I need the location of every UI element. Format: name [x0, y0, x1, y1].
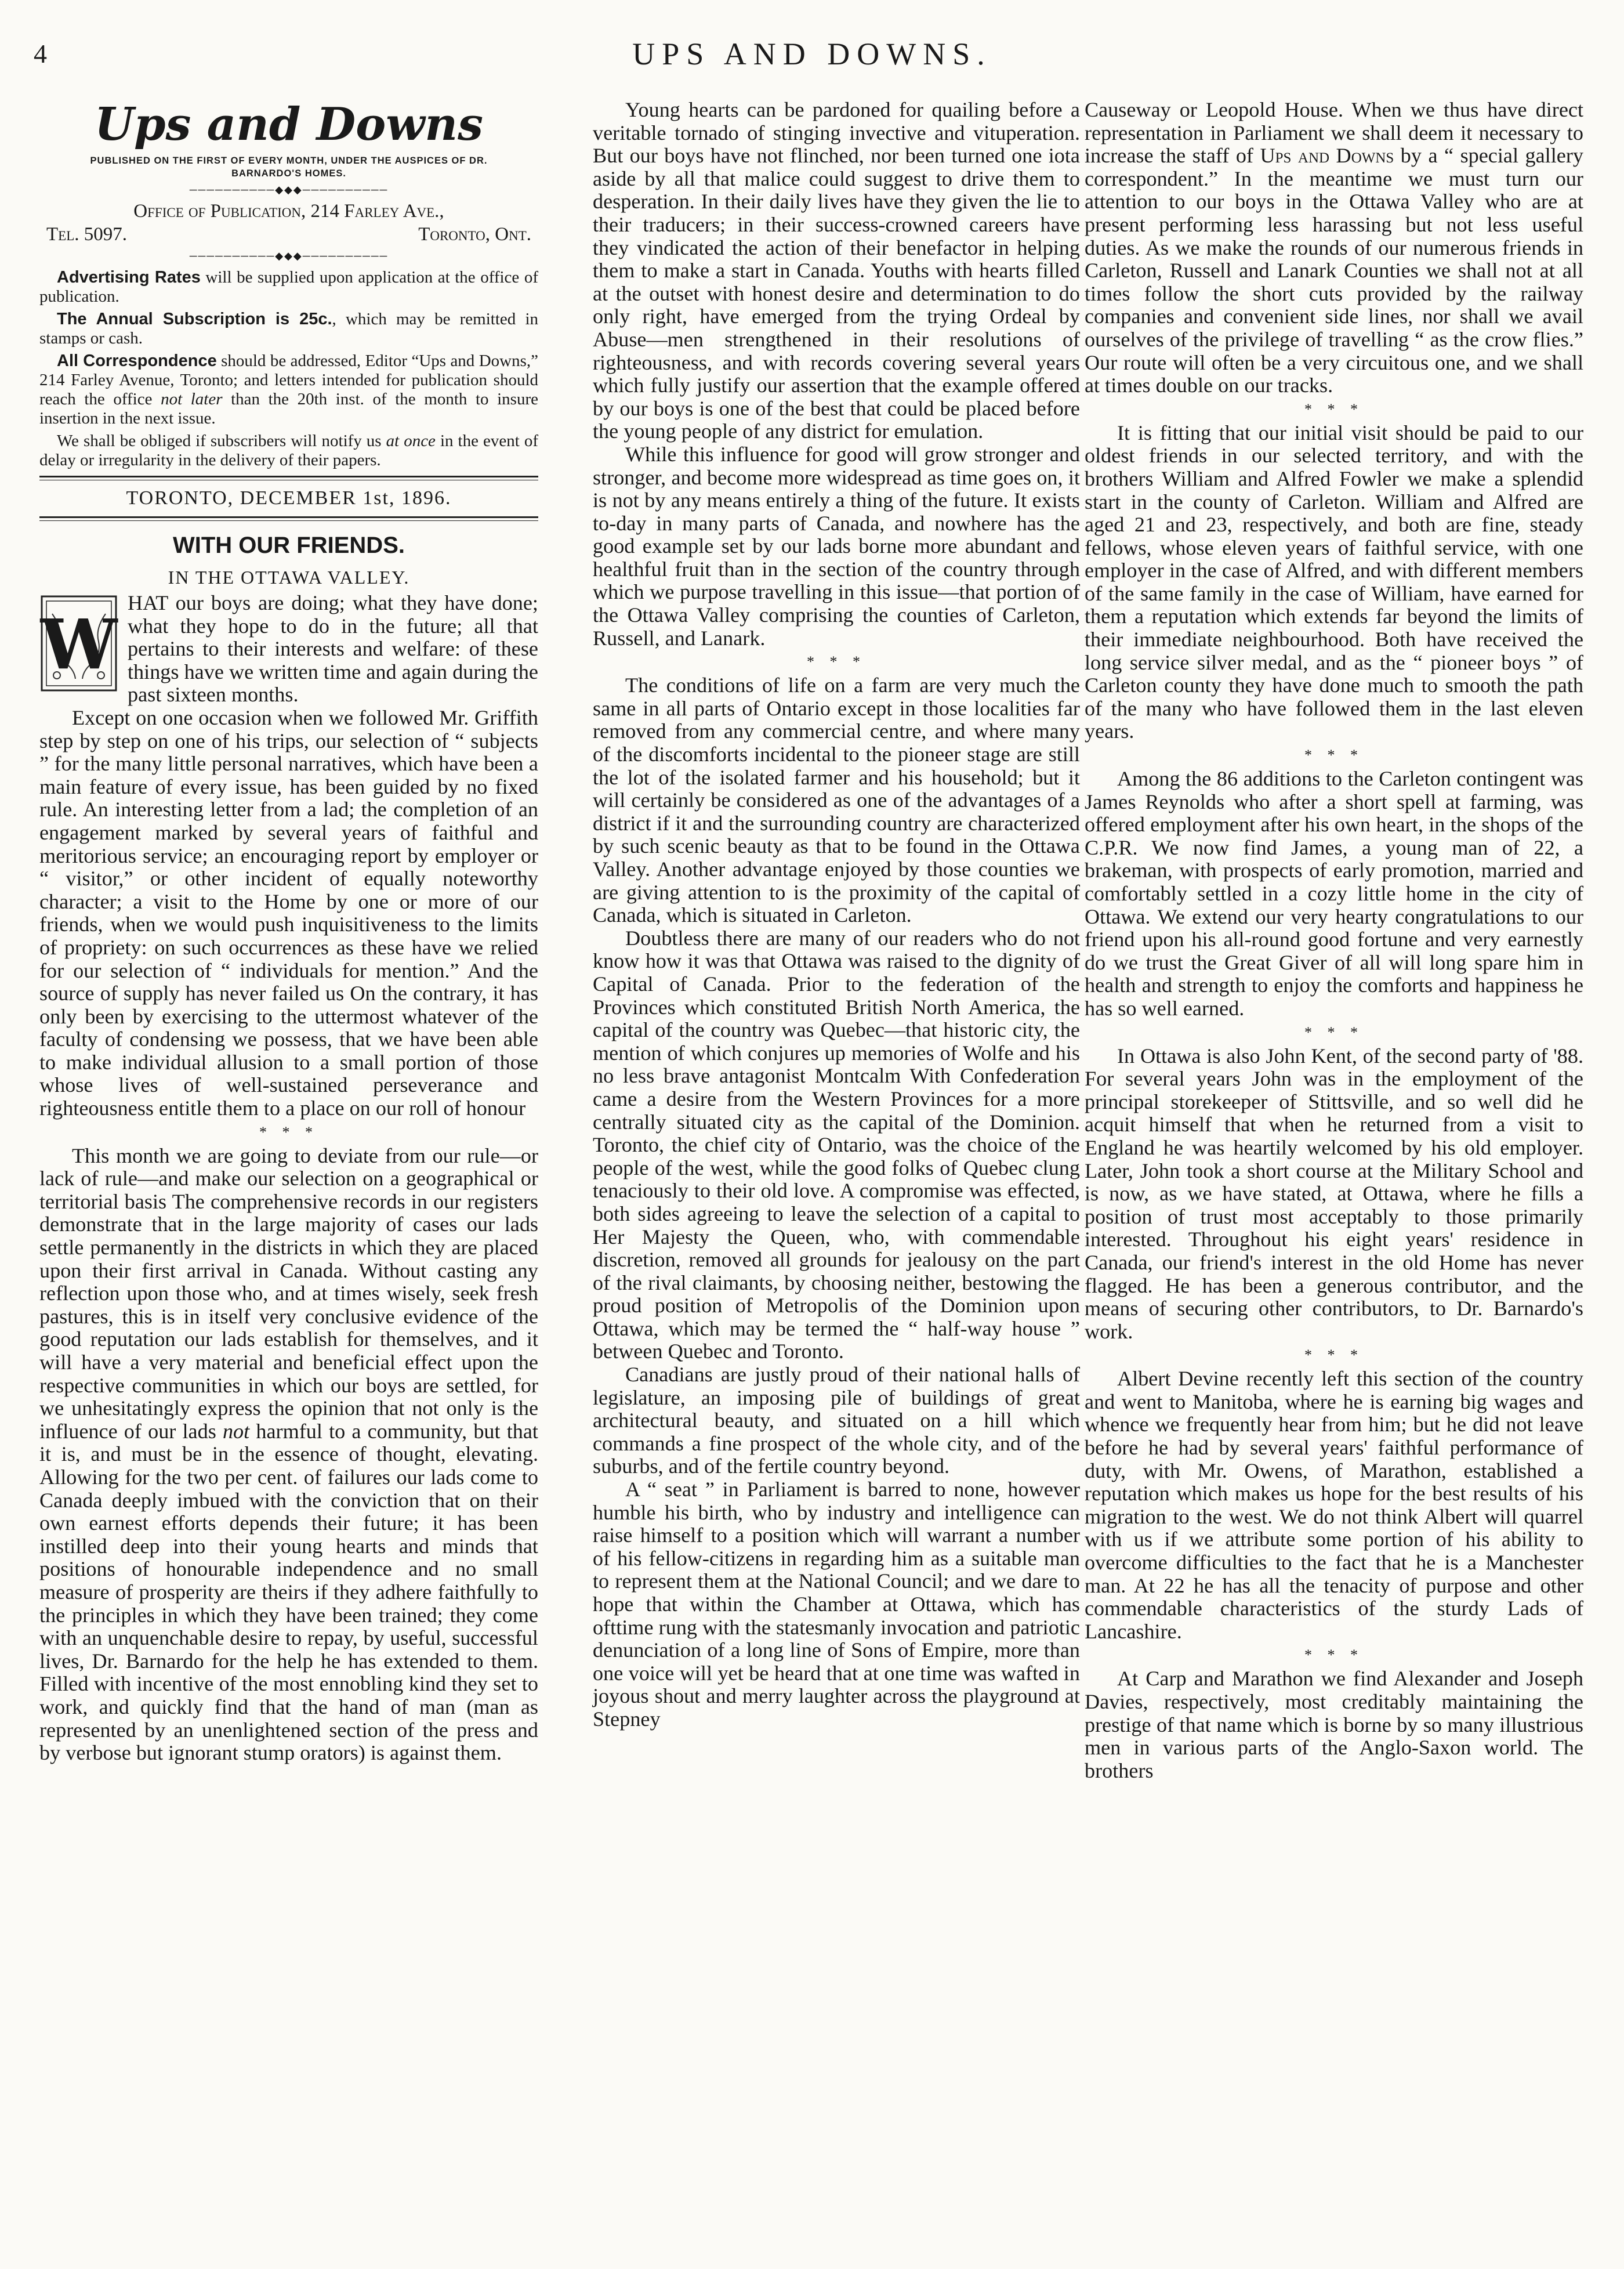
- paragraph-text: Causeway or Leopold House. When we thus have direct representation in Parliament we shall deem it necessary to increase the staff of: [1085, 98, 1583, 168]
- publication-office: Office of Publication, 214 Farley Ave.,: [133, 201, 444, 222]
- paragraph-emphasis: not: [222, 1419, 250, 1443]
- article-subhead: IN THE OTTAWA VALLEY.: [168, 567, 410, 588]
- dropcap-w-icon: [39, 594, 118, 693]
- notice-lead: The Annual Subscription is 25c.: [57, 310, 332, 328]
- city: Toronto, Ont.: [418, 224, 531, 245]
- article-paragraph: [39, 1145, 538, 1765]
- notice-text: in the event of delay or irregularity in the delivery of their papers.: [39, 432, 538, 469]
- notice-emphasis: not later: [161, 390, 223, 408]
- paragraph-text: HAT our boys are doing; what they have done; what they hope to do in the future; all that pertains to their interests and welfare: of these things have we written time and again during the past sixteen months.: [128, 591, 538, 707]
- article-paragraph: [39, 592, 538, 707]
- double-rule: [39, 476, 538, 480]
- dateline: TORONTO, DECEMBER 1st, 1896.: [126, 487, 452, 509]
- article-paragraph: Except on one occasion when we followed Mr. Griffith step by step on one of his trips, our selection of “ subjects ” for the many little personal narratives, which have been a main feature of every issue, has been guided by no fixed rule. An interesting letter from a lad; the completion of an engagement marked by several years of faithful and meritorious service; an encouraging report by employer or “ visitor,” or other incident of equally noteworthy character; a visit to the Home by one or more of our friends, when we would push inquisitiveness to the limits of propriety: on such occurrences as these have we relied for our selection of “ individuals for mention.” And the source of supply has never failed us On the contrary, it has only been by exercising to the uttermost whatever of the faculty of condensing we possess, that we have been able to make individual allusion to a small portion of those whose lives of well-sustained perseverance and righteousness entitle them to a place on our roll of honour: [39, 705, 538, 1120]
- tel-row: [39, 223, 538, 246]
- notice-emphasis: at once: [386, 432, 436, 450]
- section-stars: * * *: [807, 653, 866, 671]
- notice-lead: All Correspondence: [57, 352, 217, 370]
- paper-name: Ups and Downs: [1260, 144, 1394, 168]
- article-paragraph: Among the 86 additions to the Carleton contingent was James Reynolds who after a short spell at farming, was offered employment after his own heart, in the shops of the C.P.R. We now find James, a young man of 22, a brakeman, with prospects of early promotion, married and comfortably settled in a cozy little home in the city of Ottawa. We extend our very hearty congratulations to our friend upon his all-round good fortune and very earnestly do we trust the Great Giver of all will long spare him in health and strength to enjoy the comforts and happiness he has so well earned.: [1085, 767, 1583, 1020]
- section-stars: * * *: [1304, 747, 1364, 764]
- article-paragraph: In Ottawa is also John Kent, of the second party of '88. For several years John was in the employment of the principal storekeeper of Stittsville, and so well did he acquit himself that when he returned from a visit to England he was heartily welcomed by his old employer. Later, John took a short course at the Military School and is now, as we have stated, at Ottawa, where he fills a position of trust most acceptably to those primarily interested. Throughout his eight years' residence in Canada, our friend's interest in the old Home has never flagged. He has been a generous contributor, and the means of securing other contributors, to Dr. Barnardo's work.: [1085, 1044, 1583, 1343]
- delivery-notice: [39, 432, 538, 470]
- notice-text: , which may be remitted in stamps or cash.: [39, 310, 538, 348]
- notice-text: should be addressed, Editor “Ups and Downs,” 214 Farley Avenue, Toronto; and letters intended for publication should reach the office: [39, 352, 538, 408]
- article-paragraph: Doubtless there are many of our readers who do not know how it was that Ottawa was raised to the dignity of Capital of Canada. Prior to the federation of the Provinces which constituted British North America, the capital of the country was Quebec—that historic city, the mention of which conjures up memories of Wolfe and his no less brave antagonist Montcalm With Confederation came a desire from the Western Provinces for a more centrally situated city as the capital of the Dominion. Toronto, the chief city of Ontario, was the choice of the people of the west, while the good folks of Quebec clung tenaciously to their old love. A compromise was effected, both sides agreeing to leave the selection of a capital to Her Majesty the Queen, who, with commendable discretion, removed all grounds for jealousy on the part of the rival claimants, by choosing neither, bestowing the proud position of Metropolis of the Dominion upon Ottawa, which may be termed the “ half-way house ” between Quebec and Toronto.: [593, 926, 1080, 1363]
- article-paragraph: Young hearts can be pardoned for quailing before a veritable tornado of stinging invective and vituperation. But our boys have not flinched, nor been turned one iota aside by all that malice could suggest to drive them to desperation. In their daily lives have they given the lie to their traducers; in their success-crowned careers have they vindicated the action of their benefactor in helping them to make a start in Canada. Youths with hearts filled at the outset with honest desire and determination to do only right, have emerged from the trying Ordeal by Abuse—men strengthened in their resolutions of righteousness, and with records covering several years which fully justify our assertion that the example offered by our boys is one of the best that could be placed before the young people of any district for emulation.: [593, 98, 1080, 443]
- article-paragraph: [1085, 99, 1583, 397]
- paragraph-text: harmful to a community, but that it is, and must be in the essence of thought, elevating. Allowing for the two per cent. of failures our lads come to Canada deeply imbued with the conviction that on their own earnest efforts depends their future; it has been instilled deep into their young hearts and minds that positions of honourable independence and no small measure of prosperity are theirs if they adhere faithfully to the principles in which they have been trained; they come with an unquenchable desire to repay, by useful, successful lives, Dr. Barnardo for the help he has extended to them. Filled with incentive of the most ennobling kind they set to work, and quickly find that the hand of man (man as represented by an unenlightened section of the press and by verbose but ignorant stump orators) is against them.: [39, 1419, 538, 1765]
- subscription-notice: [39, 310, 538, 348]
- notice-text: will be supplied upon application at the office of publication.: [39, 268, 538, 306]
- publisher-line: PUBLISHED ON THE FIRST OF EVERY MONTH, UNDER THE AUSPICES OF DR. BARNARDO'S HOMES.: [90, 155, 488, 179]
- paragraph-text: by a “ special gallery correspondent.” In the meantime we must turn our attention to our boys in the Ottawa Valley who are at present performing less harassing but not less useful duties. As we make the rounds of our numerous friends in Carleton, Russell and Lanark Counties we shall not at all times follow the short cuts provided by the railway companies and convenient side lines, nor shall we avail ourselves of the privilege of travelling “ as the crow flies.” Our route will often be a very circuitous one, and we shall at times double on our tracks.: [1085, 144, 1583, 397]
- article-paragraph: Albert Devine recently left this section of the country and went to Manitoba, where he is earning big wages and whence we frequently hear from him; but he did not leave before he had by several years' faithful performance of duty, with Mr. Owens, of Marathon, established a reputation which makes us hope for the best results of his migration to the west. We do not think Albert will quarrel with us if we attribute some portion of his ability to overcome difficulties to the fact that he is a Manchester man. At 22 he has all the tenacity of purpose and other commendable characteristics of the sturdy Lads of Lancashire.: [1085, 1367, 1583, 1643]
- masthead-title: Ups and Downs: [94, 98, 483, 151]
- article-paragraph: It is fitting that our initial visit should be paid to our oldest friends in our selected territory, and with the brothers William and Alfred Fowler we make a splendid start in the county of Carleton. William and Alfred are aged 21 and 23, respectively, and both are fine, steady fellows, whose eleven years of faithful service, with one employer in the case of Alfred, and with different members of the same family in the case of William, have earned for them a reputation which extends far beyond the limits of their immediate neighbourhood. Both have received the long service silver medal, and as the “ pioneer boys ” of Carleton county they have done much to smooth the path of the many who have followed them in the last eleven years.: [1085, 421, 1583, 743]
- section-stars: * * *: [1304, 1023, 1364, 1041]
- double-rule: [39, 516, 538, 521]
- article-paragraph: At Carp and Marathon we find Alexander and Joseph Davies, respectively, most creditably maintaining the prestige of that name which is borne by so many illustrious men in various parts of the Anglo-Saxon world. The brothers: [1085, 1667, 1583, 1782]
- notice-text: than the 20th inst. of the month to insure insertion in the next issue.: [39, 390, 538, 428]
- article-paragraph: Canadians are justly proud of their national halls of legislature, an imposing pile of buildings of great architectural beauty, and situated on a hill which commands a fine prospect of the whole city, and of the suburbs, and of the fertile country beyond.: [593, 1363, 1080, 1478]
- column-3: [1085, 99, 1583, 1782]
- telephone: Tel. 5097.: [46, 224, 128, 245]
- article-paragraph: While this influence for good will grow stronger and stronger, and become more widespread as time goes on, it is not by any means entirely a thing of the future. It exists to-day in many parts of Canada, and nowhere has the good example set by our lads borne more abundant and healthful fruit than in the section of the country through which we purpose travelling in this issue—that portion of the Ottawa Valley comprising the counties of Carleton, Russell, and Lanark.: [593, 442, 1080, 650]
- article-paragraph: The conditions of life on a farm are very much the same in all parts of Ontario except in those localities far removed from any commercial centre, and where many of the discomforts incidental to the pioneer stage are still the lot of the isolated farmer and his household; but it will certainly be considered as one of the advantages of a district if it and the surrounding country are characterized by such scenic beauty as that to be found in the Ottawa Valley. Another advantage enjoyed by those counties we are giving attention to is the proximity of the capital of Canada, which is situated in Carleton.: [593, 674, 1080, 927]
- page-number: 4: [34, 39, 47, 68]
- correspondence-notice: [39, 352, 538, 428]
- section-stars: * * *: [259, 1123, 318, 1141]
- column-1: [39, 99, 538, 1765]
- notice-text: We shall be obliged if subscribers will notify us: [57, 432, 386, 450]
- ornament-rule: ──────────◆◆◆──────────: [189, 184, 389, 196]
- article-paragraph: A “ seat ” in Parliament is barred to none, however humble his birth, who by industry and intelligence can raise himself to a position which will warrant a number of his fellow-citizens in regarding him as a suitable man to represent them at the National Council; and we dare to hope that within the Chamber at Ottawa, which has ofttime rung with the statesmanly invocation and patriotic denunciation of a long line of Sons of Empire, more than one voice will yet be heard that at one time was wafted in joyous shout and merry laughter across the playground at Stepney: [593, 1478, 1080, 1731]
- section-stars: * * *: [1304, 400, 1364, 418]
- paragraph-text: This month we are going to deviate from our rule—or lack of rule—and make our selection on a geographical or territorial basis The comprehensive records in our registers demonstrate that in the large majority of cases our lads settle permanently in the districts in which they are placed upon their first arrival in Canada. Without casting any reflection upon those who, and at times wisely, seek fresh pastures, this is in itself very conclusive evidence of the good reputation our lads establish for themselves, and it will have a very material and beneficial effect upon the respective communities in which our boys are settled, for we unhesitatingly express the opinion that not only is the influence of our lads: [39, 1143, 538, 1443]
- article-headline: WITH OUR FRIENDS.: [173, 533, 405, 558]
- notice-lead: Advertising Rates: [57, 268, 201, 287]
- section-stars: * * *: [1304, 1646, 1364, 1664]
- running-title: UPS AND DOWNS.: [632, 37, 992, 71]
- column-2: [593, 99, 1080, 1731]
- dropcap-letter: W: [40, 604, 118, 685]
- section-stars: * * *: [1304, 1347, 1364, 1364]
- ornament-rule: ──────────◆◆◆──────────: [189, 250, 389, 262]
- advertising-notice: [39, 268, 538, 306]
